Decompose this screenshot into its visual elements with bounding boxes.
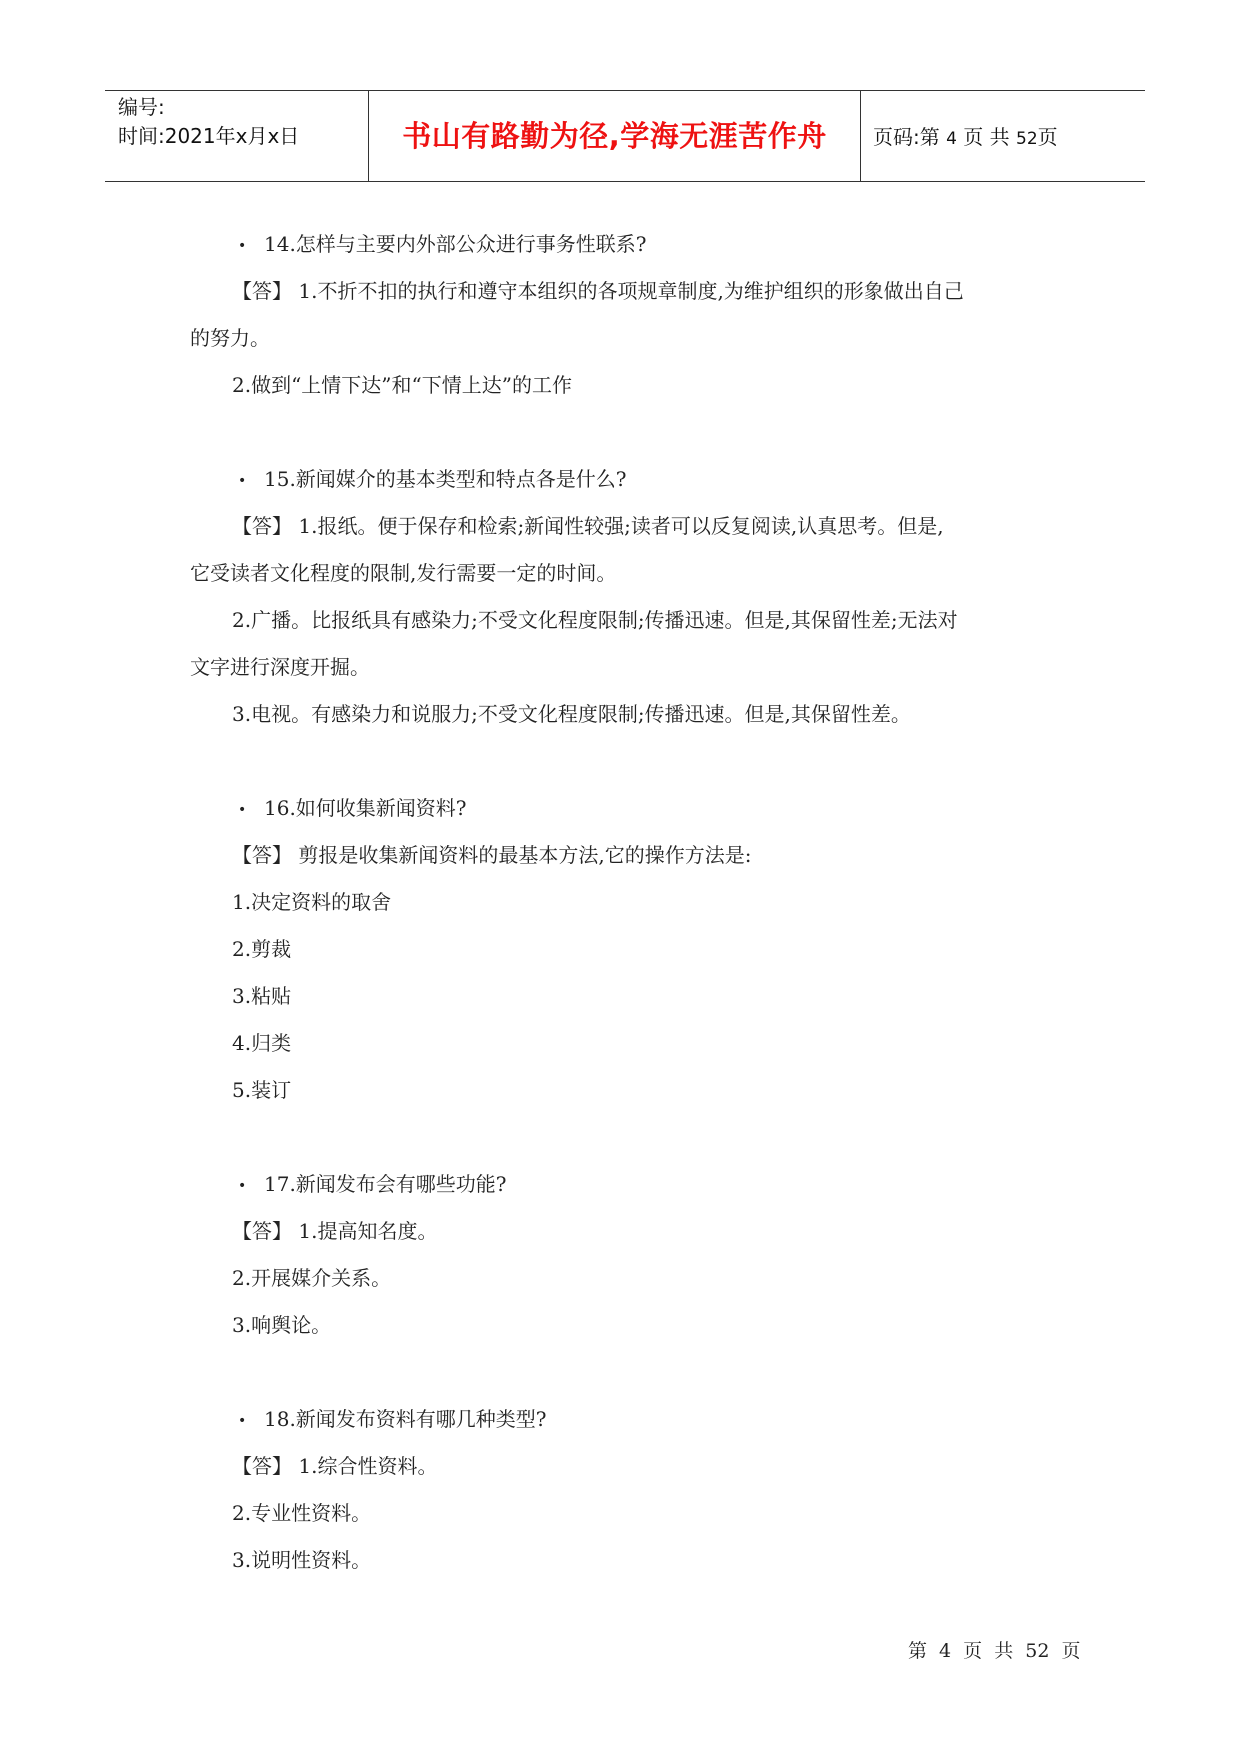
bullet-icon: •: [238, 801, 247, 818]
question-17: [238, 1170, 507, 1200]
answer-line: 【答】 1.不折不扣的执行和遵守本组织的各项规章制度,为维护组织的形象做出自己: [232, 279, 964, 303]
question-16: [238, 794, 467, 824]
answer-line: 它受读者文化程度的限制,发行需要一定的时间。: [190, 561, 617, 585]
page-label-mid: 页 共: [963, 125, 1010, 149]
bullet-icon: •: [238, 237, 247, 254]
question-15: [238, 465, 627, 495]
page-footer: 第 4 页 共 52 页: [908, 1640, 1081, 1662]
answer-line: 2.专业性资料。: [232, 1501, 372, 1525]
header-motto: 书山有路勤为径,学海无涯苦作舟: [402, 119, 827, 153]
answer-line: 【答】 1.报纸。便于保存和检索;新闻性较强;读者可以反复阅读,认真思考。但是,: [232, 514, 944, 538]
bullet-icon: •: [238, 1177, 247, 1194]
answer-line: 的努力。: [190, 326, 270, 350]
header-divider: [860, 91, 861, 181]
answer-line: 文字进行深度开掘。: [190, 655, 370, 679]
answer-line: 2.开展媒介关系。: [232, 1266, 392, 1290]
question-text: 17.新闻发布会有哪些功能?: [264, 1172, 507, 1196]
question-text: 16.如何收集新闻资料?: [264, 796, 467, 820]
page-total: 52: [1016, 129, 1038, 149]
answer-line: 3.响舆论。: [232, 1313, 332, 1337]
answer-line: 3.粘贴: [232, 984, 292, 1008]
answer-line: 2.广播。比报纸具有感染力;不受文化程度限制;传播迅速。但是,其保留性差;无法对: [232, 608, 958, 632]
answer-line: 2.做到“上情下达”和“下情上达”的工作: [232, 373, 572, 397]
question-18: [238, 1405, 547, 1435]
answer-line: 4.归类: [232, 1031, 292, 1055]
header-meta: [118, 93, 368, 151]
answer-line: 3.说明性资料。: [232, 1548, 372, 1572]
question-text: 15.新闻媒介的基本类型和特点各是什么?: [264, 467, 627, 491]
answer-line: 5.装订: [232, 1078, 292, 1102]
page-label-suffix: 页: [1037, 125, 1058, 149]
bullet-icon: •: [238, 472, 247, 489]
answer-line: 【答】 1.综合性资料。: [232, 1454, 438, 1478]
serial-label: 编号:: [118, 95, 165, 119]
header-page-number: [873, 123, 1143, 153]
question-14: [238, 230, 647, 260]
answer-line: 2.剪裁: [232, 937, 292, 961]
page-header: [105, 90, 1145, 182]
answer-line: 【答】 1.提高知名度。: [232, 1219, 438, 1243]
time-label: 时间:2021年x月x日: [118, 124, 300, 148]
answer-line: 3.电视。有感染力和说服力;不受文化程度限制;传播迅速。但是,其保留性差。: [232, 702, 911, 726]
page-current: 4: [946, 129, 957, 149]
answer-line: 【答】 剪报是收集新闻资料的最基本方法,它的操作方法是:: [232, 843, 752, 867]
question-text: 18.新闻发布资料有哪几种类型?: [264, 1407, 547, 1431]
question-text: 14.怎样与主要内外部公众进行事务性联系?: [264, 232, 647, 256]
bullet-icon: •: [238, 1412, 247, 1429]
page-label-prefix: 页码:第: [873, 125, 940, 149]
header-divider: [368, 91, 369, 181]
answer-line: 1.决定资料的取舍: [232, 890, 392, 914]
